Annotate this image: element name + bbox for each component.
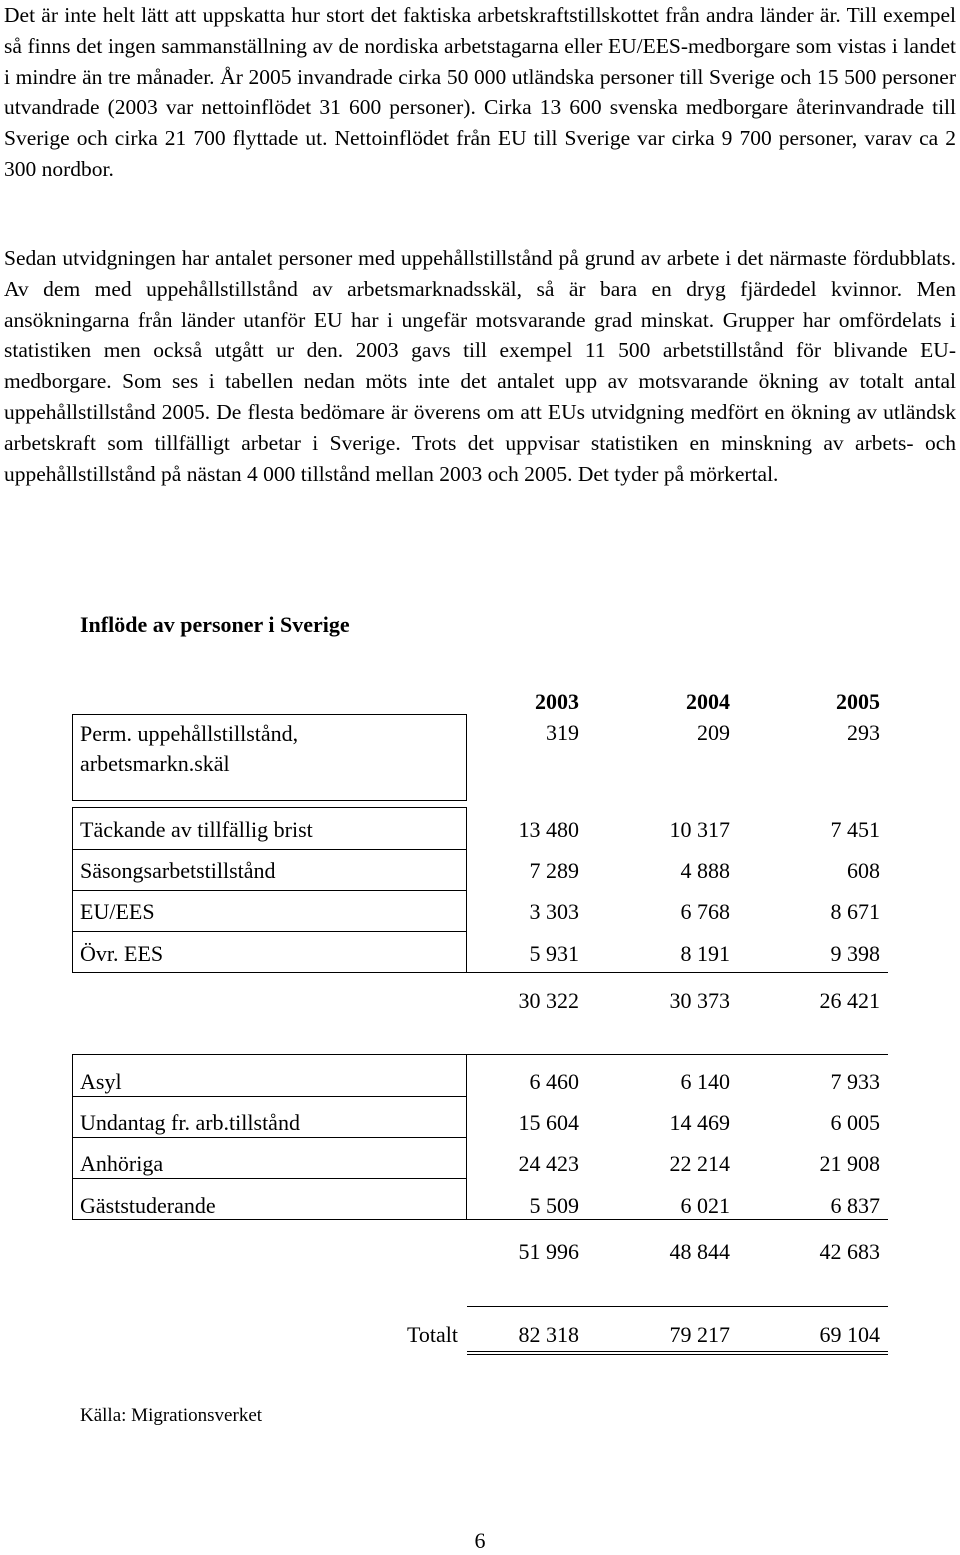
table-row-label: Övr. EES [80,941,164,966]
row-divider [72,1137,467,1138]
table-cell: 7 933 [830,1069,880,1094]
subtotal-cell: 48 844 [669,1239,730,1264]
page-number: 6 [474,1528,486,1553]
subtotal-cell: 30 373 [669,988,730,1013]
perm-label: Perm. uppehållstillstånd, [80,721,299,746]
table-cell: 8 191 [680,941,730,966]
table-cell: 8 671 [830,899,880,924]
row-divider [72,849,467,850]
table-cell: 9 398 [830,941,880,966]
perm-label: arbetsmarkn.skäl [80,751,230,776]
table-row-label: Täckande av tillfällig brist [80,817,313,842]
table-cell: 7 451 [830,817,880,842]
table-title: Inflöde av personer i Sverige [80,612,350,637]
total-top-line [467,1306,888,1307]
subtotal-cell: 51 996 [518,1239,579,1264]
group2-top-line [467,1054,888,1055]
total-cell: 79 217 [669,1322,730,1347]
year-header: 2005 [836,689,880,714]
table-cell: 5 509 [529,1193,579,1218]
row-divider [72,1096,467,1097]
total-double-underline [467,1354,888,1355]
total-label: Totalt [406,1322,458,1347]
table-row-label: Anhöriga [80,1151,164,1176]
year-header: 2003 [535,689,579,714]
table-cell: 6 460 [529,1069,579,1094]
table-cell: 6 005 [830,1110,880,1135]
source-note: Källa: Migrationsverket [80,1405,263,1426]
table-cell: 21 908 [819,1151,880,1176]
sum-underline [467,972,888,973]
table-row-label: Asyl [80,1069,122,1094]
row-divider [72,931,467,932]
row-divider [72,1178,467,1179]
table-cell: 6 837 [830,1193,880,1218]
perm-value: 319 [546,720,579,745]
perm-value: 293 [847,720,880,745]
subtotal-cell: 26 421 [819,988,880,1013]
total-cell: 69 104 [819,1322,880,1347]
table-cell: 7 289 [529,858,579,883]
table-cell: 13 480 [518,817,579,842]
table-cell: 6 768 [680,899,730,924]
table-row-label: Gäststuderande [80,1193,216,1218]
year-header: 2004 [686,689,730,714]
table-cell: 6 140 [680,1069,730,1094]
subtotal-cell: 42 683 [819,1239,880,1264]
perm-value: 209 [697,720,730,745]
subtotal-cell: 30 322 [518,988,579,1013]
table-row-label: Undantag fr. arb.tillstånd [80,1110,300,1135]
table-cell: 15 604 [518,1110,579,1135]
table-row-label: EU/EES [80,899,155,924]
table-cell: 14 469 [669,1110,730,1135]
intro-paragraph: Det är inte helt lätt att uppskatta hur stort det faktiska arbetskraftstillskottet från andra länder är. Till exempel så finns det ingen sammanställning av de nordiska arbetstagarna eller EU/EES-medborgare som vistas i landet i mindre än tre månader. År 2005 invandrade cirka 50 000 utländska personer till Sverige och 15 500 personer utvandrade (2003 var nettoinflödet 31 600 personer). Cirka 13 600 svenska medborgare återinvandrade till Sverige och cirka 21 700 flyttade ut. Nettoinflödet från EU till Sverige var cirka 9 700 personer, varav ca 2 300 nordbor. [4,3,956,181]
table-cell: 3 303 [529,899,579,924]
row-divider [72,890,467,891]
table-cell: 24 423 [518,1151,579,1176]
total-cell: 82 318 [518,1322,579,1347]
table-cell: 22 214 [669,1151,730,1176]
table-cell: 6 021 [680,1193,730,1218]
table-cell: 608 [847,858,880,883]
table-cell: 10 317 [669,817,730,842]
table-cell: 4 888 [680,858,730,883]
table-cell: 5 931 [529,941,579,966]
body-paragraph: Sedan utvidgningen har antalet personer med uppehållstillstånd på grund av arbete i det närmaste fördubblats. Av dem med uppehållstillstånd av arbetsmarknadsskäl, så är bara en dryg fjärdedel kvinnor. Men ansökningarna från länder utanför EU har i ungefär motsvarande grad minskat. Grupper har omfördelats i statistiken men också utgått ur den. 2003 gavs till exempel 11 500 arbetstillstånd för blivande EU-medborgare. Som ses i tabellen nedan möts inte det antalet upp av motsvarande ökning av totalt antal uppehållstillstånd 2005. De flesta bedömare är överens om att EUs utvidgning medfört en ökning av utländsk arbetskraft som tillfälligt arbetar i Sverige. Trots det uppvisar statistiken en minskning av arbets- och uppehållstillstånd på nästan 4 000 tillstånd mellan 2003 och 2005. Det tyder på mörkertal. [4,246,956,486]
table-row-label: Säsongsarbetstillstånd [80,858,276,883]
total-double-underline [467,1351,888,1352]
